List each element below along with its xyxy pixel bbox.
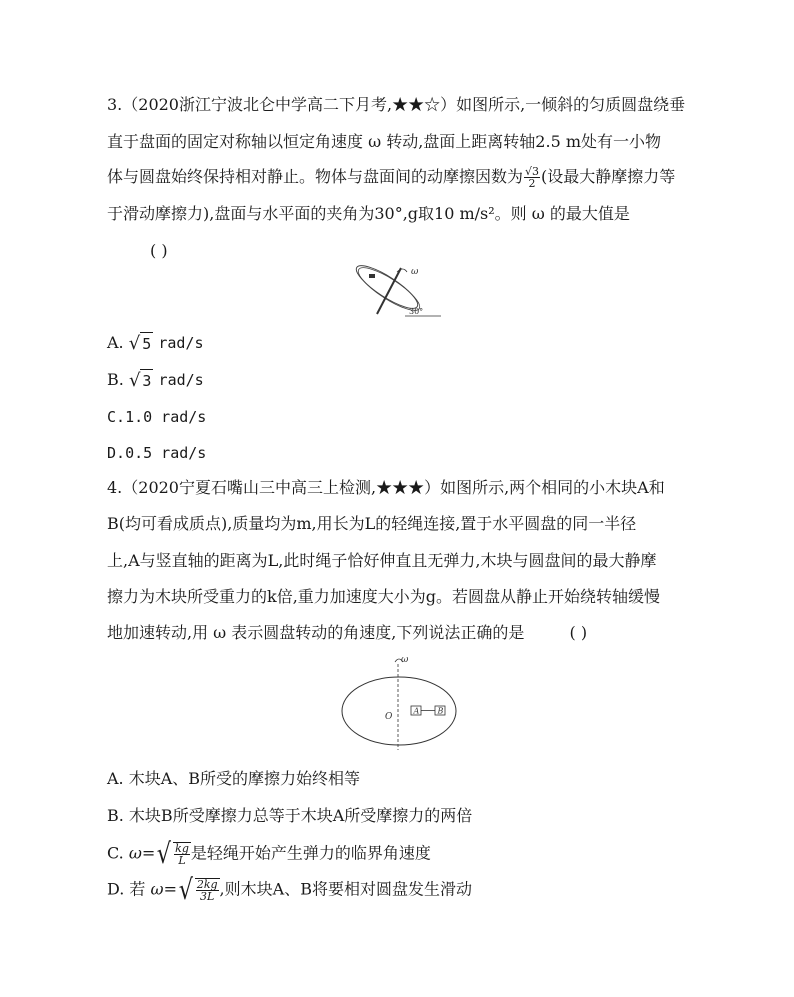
option-d-prefix: D. 若 xyxy=(107,879,146,899)
q3-line-3-tail: (设最大静摩擦力等 xyxy=(541,167,676,186)
block-b-label: B xyxy=(437,706,444,716)
option-d-text: ,则木块A、B将要相对圆盘发生滑动 xyxy=(219,879,472,899)
q4-line-5-text: 地加速转动,用 ω 表示圆盘转动的角速度,下列说法正确的是 xyxy=(107,623,525,642)
q4-line-2: B(均可看成质点),质量均为m,用长为L的轻绳连接,置于水平圆盘的同一半径 xyxy=(107,514,637,533)
q3-line-4: 于滑动摩擦力),盘面与水平面的夹角为30°,g取10 m/s²。则 ω 的最大值是 xyxy=(107,204,630,223)
angle-label: 30° xyxy=(409,307,424,316)
q3-option-d[interactable] xyxy=(107,442,206,464)
option-b-radicand: 3 xyxy=(140,369,153,392)
q3-line-2: 直于盘面的固定对称轴以恒定角速度 ω 转动,盘面上距离转轴2.5 m处有一小物 xyxy=(107,132,662,151)
q3-option-b[interactable] xyxy=(107,369,204,392)
option-d-sqrt: √ $\frac{2kg}{3L}$ xyxy=(178,873,218,906)
omega-label: ω xyxy=(411,267,419,277)
option-c-text: 1.0 rad/s xyxy=(125,408,207,426)
q4-option-b[interactable]: B. 木块B所受摩擦力总等于木块A所受摩擦力的两倍 xyxy=(107,806,473,825)
option-c-prefix: C. xyxy=(107,408,126,426)
option-a-radicand: 5 xyxy=(140,332,153,355)
small-object xyxy=(369,274,375,278)
option-c-sqrt: √ $\frac{kg}{L}$ xyxy=(157,837,189,870)
option-d-numerator: 2kg xyxy=(196,878,218,891)
option-d-lhs: ω= xyxy=(150,879,177,899)
fraction-denominator: 2 xyxy=(528,177,536,190)
fraction-numerator: √3 xyxy=(525,165,540,178)
q4-option-a[interactable]: A. 木块A、B所受的摩擦力始终相等 xyxy=(107,769,361,788)
option-b-sqrt: √ 3 xyxy=(128,370,152,391)
center-label: O xyxy=(385,712,393,722)
rotation-axis xyxy=(377,268,401,314)
option-c-prefix: C. xyxy=(107,843,124,863)
option-d-text: 0.5 rad/s xyxy=(125,444,207,462)
option-c-denominator: L xyxy=(178,854,186,867)
option-b-prefix: B. xyxy=(107,370,124,389)
q4-line-1: 4.（2020宁夏石嘴山三中高三上检测,★★★）如图所示,两个相同的小木块A和 xyxy=(107,478,665,497)
option-c-lhs: ω= xyxy=(128,843,156,863)
option-a-prefix: A. xyxy=(107,333,124,352)
q4-disk-figure xyxy=(335,650,465,760)
q4-answer-bracket: ( ) xyxy=(569,623,588,642)
option-c-text: 是轻绳开始产生弹力的临界角速度 xyxy=(190,843,431,863)
option-d-denominator: 3L xyxy=(200,890,215,903)
q3-line-3 xyxy=(107,166,675,189)
option-a-unit: rad/s xyxy=(158,334,204,352)
q4-option-c[interactable] xyxy=(107,837,431,870)
q3-line-3-text: 体与圆盘始终保持相对静止。物体与盘面间的动摩擦因数为 xyxy=(107,167,524,186)
option-a-sqrt: √ 5 xyxy=(128,333,152,354)
option-c-numerator: kg xyxy=(175,842,189,855)
omega-label: ω xyxy=(401,655,409,665)
q4-line-4: 擦力为木块所受重力的k倍,重力加速度大小为g。若圆盘从静止开始绕转轴缓慢 xyxy=(107,587,661,606)
friction-coefficient-fraction xyxy=(524,166,540,189)
q3-option-c[interactable] xyxy=(107,406,206,428)
block-a-label: A xyxy=(413,706,420,716)
option-d-prefix: D. xyxy=(107,444,126,462)
q3-option-a[interactable] xyxy=(107,332,204,355)
q3-tilted-disk-figure xyxy=(345,262,445,324)
q3-line-1: 3.（2020浙江宁波北仑中学高二下月考,★★☆）如图所示,一倾斜的匀质圆盘绕垂 xyxy=(107,95,686,114)
q4-line-5 xyxy=(107,622,587,644)
option-b-unit: rad/s xyxy=(158,371,204,389)
q4-line-3: 上,A与竖直轴的距离为L,此时绳子恰好伸直且无弹力,木块与圆盘间的最大静摩 xyxy=(107,551,657,570)
q3-answer-bracket: ( ) xyxy=(150,241,168,260)
q4-option-d[interactable] xyxy=(107,873,472,906)
